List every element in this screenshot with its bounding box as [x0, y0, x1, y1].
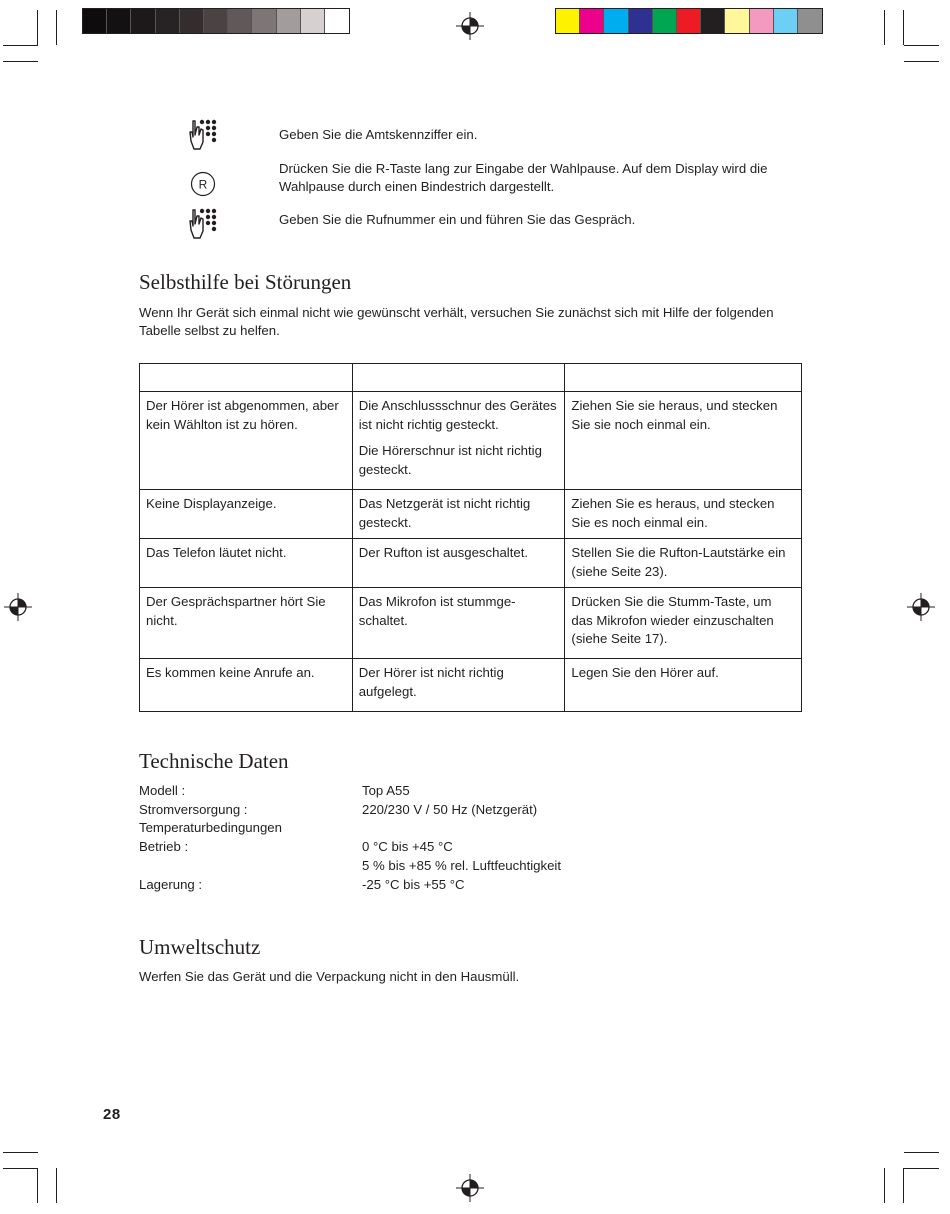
- cause-cell: [352, 588, 565, 659]
- techdata-list: [139, 782, 662, 894]
- table-row: [140, 392, 802, 490]
- crop-mark: [884, 1168, 885, 1203]
- color-swatch: [677, 9, 701, 33]
- registration-mark-icon: [906, 592, 936, 622]
- color-swatch: [556, 9, 580, 33]
- color-swatch: [228, 9, 252, 33]
- problem-cell: Keine Displayanzeige.: [140, 490, 353, 539]
- color-swatch: [653, 9, 677, 33]
- selfhelp-heading: Selbsthilfe bei Störungen: [139, 270, 352, 294]
- cause-text: Die Anschlussschnur des Gerätes ist nicht richtig gesteckt.: [358, 398, 557, 432]
- techdata-heading: Technische Daten: [139, 749, 289, 773]
- registration-mark-icon: [455, 11, 485, 41]
- color-swatch: [83, 9, 107, 33]
- color-calibration-strip: [555, 8, 823, 34]
- column-header: [352, 364, 565, 392]
- color-swatch: [156, 9, 180, 33]
- color-swatch: [204, 9, 228, 33]
- table-header-row: [140, 364, 802, 392]
- crop-mark: [37, 1168, 38, 1203]
- spec-value: -25 °C bis +55 °C: [362, 876, 465, 892]
- environment-heading: Umweltschutz: [139, 935, 261, 959]
- color-swatch: [277, 9, 301, 33]
- cause-text: Der Rufton ist ausgeschaltet.: [358, 545, 529, 560]
- remedy-cell: Ziehen Sie sie heraus, und stecken Sie sie noch einmal ein.: [565, 392, 802, 490]
- crop-mark: [884, 10, 885, 45]
- table-row: [140, 659, 802, 712]
- color-swatch: [325, 9, 349, 33]
- keypad-hand-icon: [186, 207, 218, 241]
- cause-cell: [352, 659, 565, 712]
- color-swatch: [725, 9, 749, 33]
- spec-label: Lagerung :: [139, 876, 203, 892]
- cause-text: Das Mikrofon ist stummge-schaltet.: [358, 594, 516, 628]
- color-swatch: [750, 9, 774, 33]
- troubleshooting-table: [139, 363, 802, 712]
- table-row: [140, 490, 802, 539]
- color-swatch: [774, 9, 798, 33]
- r-key-icon: [190, 171, 216, 197]
- step-text: Geben Sie die Amtskennziffer ein.: [279, 127, 478, 142]
- crop-mark: [3, 1168, 38, 1169]
- spec-row: [139, 819, 662, 838]
- color-swatch: [180, 9, 204, 33]
- cause-text: Das Netzgerät ist nicht richtig gesteckt.: [358, 496, 531, 530]
- table-row: [140, 539, 802, 588]
- page-number: 28: [103, 1106, 121, 1123]
- column-header: [565, 364, 802, 392]
- color-swatch: [604, 9, 628, 33]
- crop-mark: [3, 1152, 38, 1153]
- crop-mark: [56, 1168, 57, 1203]
- color-swatch: [629, 9, 653, 33]
- crop-mark: [904, 61, 939, 62]
- problem-cell: Der Hörer ist abgenommen, aber kein Wählton ist zu hören.: [140, 392, 353, 490]
- problem-cell: Der Gesprächspartner hört Sie nicht.: [140, 588, 353, 659]
- color-swatch: [701, 9, 725, 33]
- spec-value: 0 °C bis +45 °C: [362, 839, 453, 855]
- remedy-cell: Drücken Sie die Stumm-Taste, um das Mikrofon wieder einzuschalten (siehe Seite 17).: [565, 588, 802, 659]
- crop-mark: [3, 61, 38, 62]
- crop-mark: [903, 1168, 904, 1203]
- spec-value: Top A55: [362, 783, 410, 798]
- problem-cell: Das Telefon läutet nicht.: [140, 539, 353, 588]
- gray-calibration-strip: [82, 8, 350, 34]
- keypad-hand-icon: [186, 118, 218, 152]
- table-row: [140, 588, 802, 659]
- crop-mark: [3, 45, 38, 46]
- step-text: Drücken Sie die R-Taste lang zur Eingabe der Wahlpause. Auf dem Display wird die Wahlpause durch einen Bindestrich dargestellt.: [279, 161, 768, 194]
- spec-label: Stromversorgung :: [139, 801, 248, 817]
- color-swatch: [252, 9, 276, 33]
- spec-row: [139, 857, 662, 876]
- crop-mark: [904, 45, 939, 46]
- crop-mark: [37, 10, 38, 45]
- crop-mark: [903, 10, 904, 45]
- color-swatch: [301, 9, 325, 33]
- step-text: Geben Sie die Rufnummer ein und führen Sie das Gespräch.: [279, 212, 636, 227]
- cause-cell: [352, 539, 565, 588]
- registration-mark-icon: [455, 1173, 485, 1203]
- cause-text: Die Hörerschnur ist nicht richtig gesteckt.: [358, 443, 542, 477]
- registration-mark-icon: [3, 592, 33, 622]
- spec-value: [362, 819, 662, 838]
- crop-mark: [56, 10, 57, 45]
- column-header: [140, 364, 353, 392]
- spec-value: 220/230 V / 50 Hz (Netzgerät): [362, 801, 538, 817]
- spec-row: [139, 801, 662, 820]
- color-swatch: [798, 9, 822, 33]
- spec-row: [139, 782, 662, 801]
- spec-value: 5 % bis +85 % rel. Luftfeuchtigkeit: [362, 857, 562, 873]
- color-swatch: [131, 9, 155, 33]
- cause-cell: [352, 490, 565, 539]
- r-key-label: R: [198, 177, 208, 192]
- remedy-cell: Ziehen Sie es heraus, und stecken Sie es noch einmal ein.: [565, 490, 802, 539]
- crop-mark: [904, 1168, 939, 1169]
- cause-text: Der Hörer ist nicht richtig aufgelegt.: [358, 665, 504, 699]
- environment-text: Werfen Sie das Gerät und die Verpackung nicht in den Hausmüll.: [139, 969, 520, 984]
- remedy-cell: Stellen Sie die Rufton-Lautstärke ein (siehe Seite 23).: [565, 539, 802, 588]
- color-swatch: [107, 9, 131, 33]
- crop-mark: [904, 1152, 939, 1153]
- spec-row: [139, 876, 662, 895]
- spec-label: Temperaturbedingungen: [139, 820, 282, 836]
- spec-label: Modell :: [139, 783, 186, 798]
- cause-cell: [352, 392, 565, 490]
- problem-cell: Es kommen keine Anrufe an.: [140, 659, 353, 712]
- remedy-cell: Legen Sie den Hörer auf.: [565, 659, 802, 712]
- spec-row: [139, 838, 662, 857]
- spec-label: [139, 857, 362, 876]
- spec-label: Betrieb :: [139, 839, 189, 855]
- color-swatch: [580, 9, 604, 33]
- selfhelp-intro: Wenn Ihr Gerät sich einmal nicht wie gewünscht verhält, versuchen Sie zunächst sich mit Hilfe der folgenden Tabelle selbst zu helfen.: [139, 305, 774, 338]
